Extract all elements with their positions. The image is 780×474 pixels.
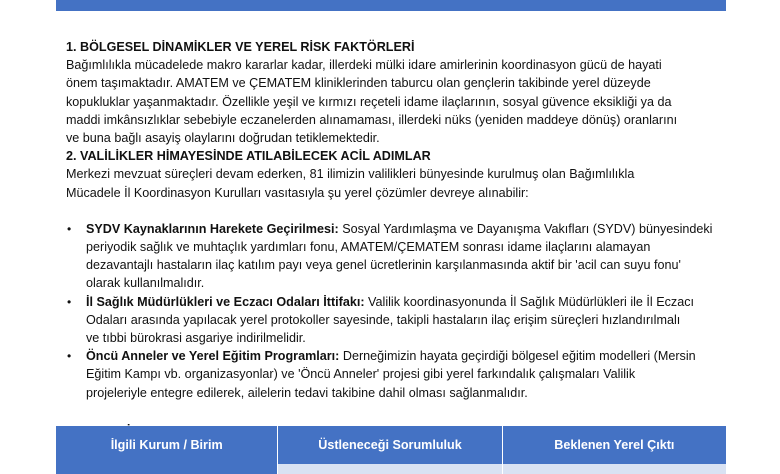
list-item [66, 220, 722, 293]
list-item-text: projeleriyle entegre edilerek, ailelerin tedavi takibine dahil olması sağlanmalıdır. [86, 385, 528, 400]
list-item-text: Sosyal Yardımlaşma ve Dayanışma Vakıfları (SYDV) bünyesindeki [338, 221, 713, 236]
section-1-line: ve buna bağlı asayiş olaylarını doğrudan tetiklemektedir. [66, 131, 380, 146]
section-1-line: maddi imkânsızlıklar sebebiyle eczanelerden alınamaması, illerdeki nüks (yeniden maddeye dönüş) oranlarını [66, 112, 678, 127]
list-item-text: periyodik sağlık ve muhtaçlık yardımları fonu, AMATEM/ÇEMATEM sonrası idame ilaçlarını alamayan [86, 240, 651, 255]
list-item-text: olarak kullanılmalıdır. [86, 276, 205, 291]
table-row [56, 464, 726, 474]
table-cell [56, 464, 278, 474]
section-1-heading: 1. BÖLGESEL DİNAMİKLER VE YEREL RİSK FAKTÖRLERİ [66, 40, 415, 54]
column-header: Üstleneceği Sorumluluk [278, 426, 502, 464]
list-item-text: Odaları arasında yapılacak yerel protokoller sayesinde, takipli hastaların ilaç erişim süreçleri hızlandırılmalı [86, 312, 681, 327]
list-item-title: Öncü Anneler ve Yerel Eğitim Programları: [86, 349, 340, 364]
list-item-text: Valilik koordinasyonunda İl Sağlık Müdürlükleri ile İl Eczacı [364, 294, 695, 309]
section-1-line: Bağımlılıkla mücadelede makro kararlar kadar, illerdeki mülki idare amirlerinin koordinasyon gücü de hayati [66, 58, 662, 73]
coordination-table [56, 426, 726, 474]
list-item [66, 347, 722, 402]
table-cell [278, 464, 502, 474]
section-2-line: Merkezi mevzuat süreçleri devam ederken, 81 ilimizin valilikleri bünyesinde kurulmuş olan Bağımlılıkla [66, 167, 635, 182]
table-cell [503, 464, 726, 474]
list-item-title: İl Sağlık Müdürlükleri ve Eczacı Odaları İttifakı: [86, 294, 365, 309]
list-item-text: Derneğimizin hayata geçirdiği bölgesel eğitim modelleri (Mersin [339, 349, 696, 364]
bullet-icon: • [67, 294, 72, 309]
column-header: İlgili Kurum / Birim [56, 426, 278, 464]
section-2-heading: 2. VALİLİKLER HİMAYESİNDE ATILABİLECEK ACİL ADIMLAR [66, 149, 431, 164]
action-list [66, 220, 722, 402]
list-item [66, 293, 722, 348]
column-header: Beklenen Yerel Çıktı [503, 426, 726, 464]
bullet-icon: • [67, 349, 72, 364]
list-item-text: ve tıbbi bürokrasi asgariye indirilmelidir. [86, 331, 306, 346]
list-item-text: dezavantajlı hastaların ilaç katılım payı veya genel ücretlerinin karşılanmasında aktif bir 'acil can suyu fonu' [86, 258, 681, 273]
list-item-title: SYDV Kaynaklarının Harekete Geçirilmesi: [86, 221, 339, 236]
header-accent-bar [56, 0, 726, 11]
section-1-line: kopukluklar yaşanmaktadır. Özellikle yeşil ve kırmızı reçeteli idame ilaçlarının, sosyal güvence eksikliği ya da [66, 94, 672, 109]
table-header-row [56, 426, 726, 464]
section-1-line: önem taşımaktadır. AMATEM ve ÇEMATEM kliniklerinden taburcu olan gençlerin takibinde yerel düzeyde [66, 76, 651, 91]
list-item-text: Eğitim Kampı vb. organizasyonlar) ve 'Öncü Anneler' projesi gibi yerel farkındalık çalışmaları Valilik [86, 367, 636, 382]
bullet-icon: • [67, 221, 72, 236]
document-body [66, 38, 722, 440]
section-2-line: Mücadele İl Koordinasyon Kurulları vasıtasıyla şu yerel çözümler devreye alınabilir: [66, 185, 529, 200]
